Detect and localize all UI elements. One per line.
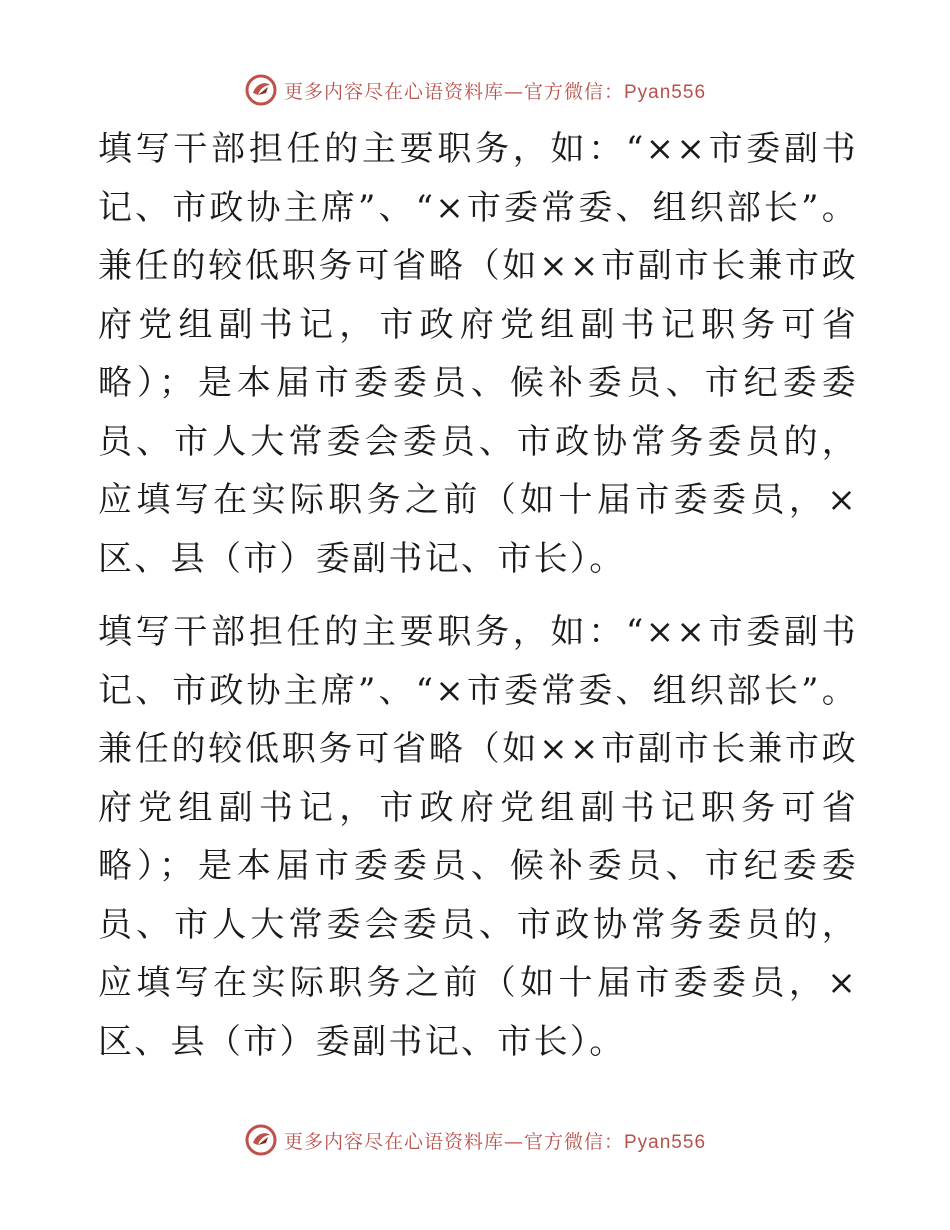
paragraph-2: 填写干部担任的主要职务，如：“××市委副书记、市政协主席”、“×市委常委、组织部长”。兼任的较低职务可省略（如××市副市长兼市政府党组副书记，市政府党组副书记职务可省略）；是本届市委委员、候补委员、市纪委委员、市人大常委会委员、市政协常务委员的，应填写在实际职务之前（如十届市委委员，×区、县（市）委副书记、市长）。 <box>98 612 858 1062</box>
red-swirl-logo-icon <box>244 1123 278 1157</box>
header-banner-text: 更多内容尽在心语资料库—官方微信：Pyan556 <box>283 80 707 103</box>
header-wechat-id: Pyan556 <box>624 81 707 103</box>
paragraph-1: 填写干部担任的主要职务，如：“××市委副书记、市政协主席”、“×市委常委、组织部长”。兼任的较低职务可省略（如××市副市长兼市政府党组副书记，市政府党组副书记职务可省略）；是本届市委委员、候补委员、市纪委委员、市人大常委会委员、市政协常务委员的，应填写在实际职务之前（如十届市委委员，×区、县（市）委副书记、市长）。 <box>98 129 858 579</box>
document-body <box>98 120 858 1071</box>
footer-wechat-id: Pyan556 <box>624 1131 707 1153</box>
footer-banner-text: 更多内容尽在心语资料库—官方微信：Pyan556 <box>283 1130 707 1153</box>
footer-banner <box>0 1120 950 1160</box>
header-banner <box>0 70 950 110</box>
red-swirl-logo-icon <box>244 73 278 107</box>
